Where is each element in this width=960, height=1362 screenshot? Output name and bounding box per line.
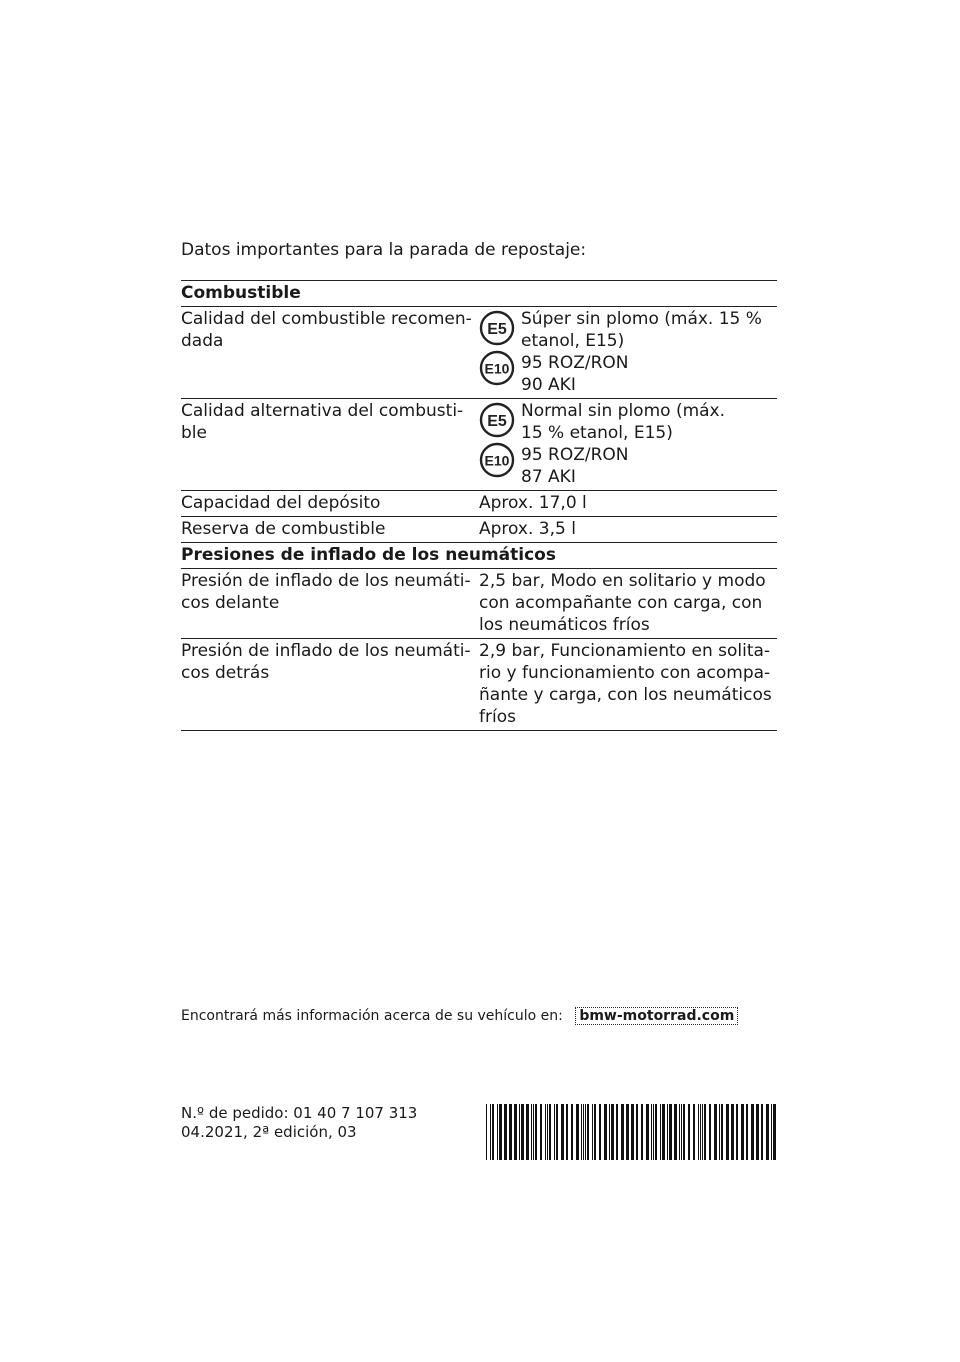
barcode-bar [688,1104,690,1160]
row-label: Calidad del combustible recomen-dada [181,309,472,351]
barcode-bar [611,1104,614,1160]
row-label: Capacidad del depósito [181,493,381,513]
barcode-bar [771,1104,772,1160]
intro-text: Datos importantes para la parada de repostaje: [181,240,587,260]
barcode-bar [761,1104,763,1160]
fuel-line: 87 AKI [521,467,576,487]
barcode-bar [581,1104,582,1160]
badge-label: E5 [487,413,507,430]
barcode-bar [746,1104,748,1160]
row-label: Presión de inflado de los neumáti-cos detrás [181,641,471,683]
barcode-bar [731,1104,734,1160]
more-info-text: Encontrará más información acerca de su vehículo en: [181,1008,563,1024]
order-info [181,1104,417,1142]
barcode-bar [679,1104,680,1160]
e10-fuel-icon [479,442,515,478]
barcode-bar [683,1104,685,1160]
barcode-bar [533,1104,534,1160]
barcode-bar [766,1104,769,1160]
barcode-bar [773,1104,776,1160]
barcode-bar [514,1104,517,1160]
website-link[interactable]: bmw-motorrad.com [575,1007,738,1025]
barcode-bar [726,1104,729,1160]
e5-fuel-icon [479,310,515,346]
barcode-bar [667,1104,668,1160]
barcode-bar [526,1104,529,1160]
barcode-bar [693,1104,695,1160]
barcode-bar [698,1104,699,1160]
barcode-bar [540,1104,542,1160]
table-row [181,490,777,516]
row-value: 2,5 bar, Modo en solitario y modo con acompañante con carga, con los neumáticos fríos [479,571,766,635]
badge-label: E5 [487,321,507,338]
barcode-bar [714,1104,717,1160]
badge-label: E10 [484,360,510,377]
fuel-section-title: Combustible [181,283,301,303]
row-label: Calidad alternativa del combusti-ble [181,401,464,443]
barcode-bar [599,1104,601,1160]
barcode-bar [674,1104,677,1160]
barcode-bar [556,1104,558,1160]
tire-section-title: Presiones de inflado de los neumáticos [181,545,556,565]
barcode-bar [626,1104,629,1160]
barcode-bar [660,1104,661,1160]
barcode-bar [636,1104,638,1160]
row-value: Aprox. 3,5 l [479,519,576,539]
barcode-bar [604,1104,607,1160]
barcode-bar [561,1104,564,1160]
barcode-bar [585,1104,586,1160]
fuel-line: 90 AKI [521,375,576,395]
barcode-bar [681,1104,682,1160]
badge-label: E10 [484,452,510,469]
table-row [181,516,777,542]
table-row [181,568,777,638]
barcode-bar [504,1104,507,1160]
barcode-bar [709,1104,711,1160]
barcode-bar [741,1104,744,1160]
section-heading-fuel [181,280,777,306]
barcode-bar [631,1104,634,1160]
barcode-bar [594,1104,596,1160]
barcode-bar [583,1104,584,1160]
row-value: 2,9 bar, Funcionamiento en solita-rio y funcionamiento con acompa-ñante y carga, con los neumáticos fríos [479,641,772,727]
barcode-bar [547,1104,548,1160]
barcode-bar [509,1104,512,1160]
table-row [181,638,777,731]
barcode-bar [519,1104,520,1160]
barcode-bar [499,1104,502,1160]
barcode-bar [621,1104,624,1160]
barcode-bar [492,1104,494,1160]
fuel-line: 95 ROZ/RON [521,445,629,465]
refuel-table [181,280,777,731]
barcode-bar [571,1104,573,1160]
more-info-line [181,1008,738,1024]
barcode-bar [576,1104,579,1160]
e10-fuel-icon [479,350,515,386]
barcode-bar [704,1104,706,1160]
fuel-line: etanol, E15) [521,331,625,351]
barcode-bar [545,1104,546,1160]
barcode-bar [554,1104,555,1160]
barcode-bar [756,1104,759,1160]
row-label: Presión de inflado de los neumáti-cos delante [181,571,471,613]
fuel-line: Normal sin plomo (máx. [521,401,726,421]
row-label: Reserva de combustible [181,519,386,539]
barcode-bar [531,1104,532,1160]
barcode-bar [700,1104,701,1160]
barcode-bar [486,1104,487,1160]
table-row [181,306,777,398]
barcode-bar [662,1104,665,1160]
barcode-bar [497,1104,498,1160]
barcode-bar [609,1104,610,1160]
order-number: N.º de pedido: 01 40 7 107 313 [181,1104,418,1122]
barcode-bar [719,1104,720,1160]
barcode-bar [646,1104,649,1160]
row-value: Aprox. 17,0 l [479,493,587,513]
barcode-bar [641,1104,643,1160]
barcode-bar [535,1104,537,1160]
barcode-bar [751,1104,754,1160]
fuel-line: Súper sin plomo (máx. 15 % [521,309,762,329]
barcode-bar [490,1104,491,1160]
table-row [181,398,777,490]
barcode-bar [616,1104,618,1160]
barcode-image [486,1104,777,1160]
fuel-line: 95 ROZ/RON [521,353,629,373]
barcode-bar [702,1104,703,1160]
barcode-bar [669,1104,672,1160]
barcode-bar [651,1104,652,1160]
barcode-bar [566,1104,568,1160]
barcode-bar [655,1104,657,1160]
fuel-line: 15 % etanol, E15) [521,423,673,443]
section-heading-tires [181,542,777,568]
e5-fuel-icon [479,402,515,438]
barcode-bar [549,1104,551,1160]
barcode-bar [587,1104,589,1160]
barcode-bar [736,1104,738,1160]
barcode-bar [521,1104,524,1160]
barcode-bar [721,1104,723,1160]
barcode-bar [653,1104,654,1160]
barcode-bar [592,1104,593,1160]
edition-info: 04.2021, 2ª edición, 03 [181,1123,357,1141]
